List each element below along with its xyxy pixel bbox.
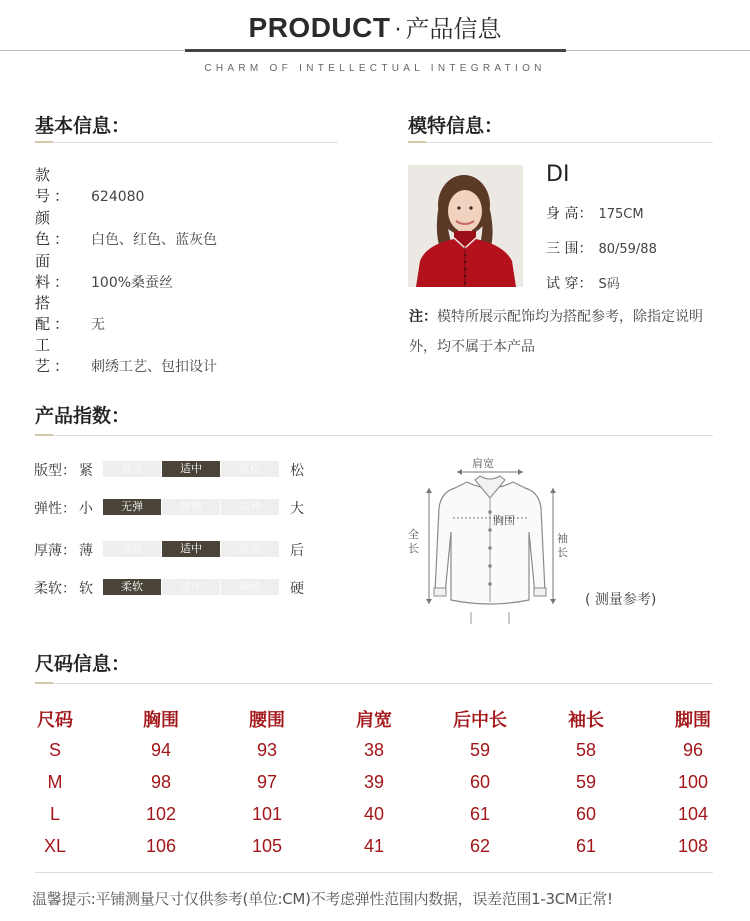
page-title xyxy=(0,10,750,49)
index-option: 高弹 xyxy=(221,499,279,515)
model-info-accent xyxy=(408,141,426,143)
model-note-key: 注： xyxy=(409,309,437,325)
basic-row-color xyxy=(35,207,217,249)
size-cell: 59 xyxy=(575,772,597,792)
diagram-caption: ( 测量参考) xyxy=(585,592,657,608)
basic-row-style-no xyxy=(35,164,144,206)
index-option: 薄款 xyxy=(103,541,161,557)
product-index-divider xyxy=(35,435,713,436)
size-cell: 41 xyxy=(363,836,385,856)
size-cell: 94 xyxy=(150,740,172,760)
basic-row-fabric xyxy=(35,250,173,292)
header-rule-accent xyxy=(185,49,566,52)
index-option-selected: 适中 xyxy=(162,541,220,557)
index-label-fit: 版型： xyxy=(34,463,76,479)
basic-row-matching xyxy=(35,292,105,334)
size-cell: 62 xyxy=(469,836,491,856)
model-photo xyxy=(408,165,523,287)
size-cell: 101 xyxy=(251,804,283,824)
diagram-shoulder-label: 肩宽 xyxy=(472,457,494,470)
size-table-bottom-divider xyxy=(35,872,713,873)
model-info-divider xyxy=(408,142,713,143)
diagram-length-label: 全长 xyxy=(408,528,419,555)
index-right-elasticity: 大 xyxy=(290,501,304,517)
index-left-thickness: 薄 xyxy=(79,543,93,559)
size-header: 腰围 xyxy=(249,710,285,731)
index-left-softness: 软 xyxy=(79,581,93,597)
model-name: DI xyxy=(546,162,570,187)
basic-info-divider xyxy=(35,142,338,143)
size-cell: S xyxy=(48,740,61,760)
size-info-accent xyxy=(35,682,53,684)
size-cell: XL xyxy=(43,836,67,856)
basic-row-value: 白色、红色、蓝灰色 xyxy=(91,232,217,248)
page-title-cn: 产品信息 xyxy=(405,15,502,43)
model-row-value: S码 xyxy=(598,277,620,292)
size-info-divider xyxy=(35,683,713,684)
page-subtitle: CHARM OF INTELLECTUAL INTEGRATION xyxy=(204,63,546,74)
size-cell: 108 xyxy=(677,836,709,856)
model-row-height xyxy=(546,203,644,223)
index-label-softness: 柔软： xyxy=(34,581,76,597)
basic-row-craft xyxy=(35,334,217,376)
index-left-fit: 紧 xyxy=(79,463,93,479)
model-photo-illustration xyxy=(408,165,523,287)
page-title-dot: · xyxy=(394,18,402,43)
basic-row-key: 搭 配： xyxy=(35,294,74,333)
size-cell: 60 xyxy=(469,772,491,792)
index-label-thickness: 厚薄： xyxy=(34,543,76,559)
index-option: 微弹 xyxy=(162,499,220,515)
index-option: 厚款 xyxy=(221,541,279,557)
diagram-chest-label: 胸围 xyxy=(493,514,515,527)
size-cell: 97 xyxy=(256,772,278,792)
model-info-title: 模特信息： xyxy=(408,115,504,137)
size-header: 肩宽 xyxy=(356,710,392,731)
basic-row-value: 624080 xyxy=(91,189,145,205)
size-cell: 96 xyxy=(682,740,704,760)
index-option-selected: 柔软 xyxy=(103,579,161,595)
index-left-elasticity: 小 xyxy=(79,501,93,517)
index-option: 适中 xyxy=(162,579,220,595)
model-row-measurements xyxy=(546,238,657,258)
index-option: 宽松 xyxy=(221,461,279,477)
product-index-accent xyxy=(35,434,53,436)
index-right-softness: 硬 xyxy=(290,581,304,597)
basic-row-key: 面 料： xyxy=(35,252,74,291)
size-cell: M xyxy=(47,772,63,792)
size-cell: 59 xyxy=(469,740,491,760)
product-index-title: 产品指数： xyxy=(35,405,131,427)
size-cell: 61 xyxy=(575,836,597,856)
basic-info-title: 基本信息： xyxy=(35,115,131,137)
size-cell: 61 xyxy=(469,804,491,824)
size-cell: 102 xyxy=(145,804,177,824)
model-row-key: 试 穿： xyxy=(546,276,593,292)
page-title-en: PRODUCT xyxy=(248,12,391,43)
index-option-selected: 适中 xyxy=(162,461,220,477)
basic-row-value: 100%桑蚕丝 xyxy=(91,275,174,291)
size-header: 脚围 xyxy=(675,710,711,731)
size-header: 袖长 xyxy=(568,710,604,731)
basic-info-accent xyxy=(35,141,53,143)
size-cell: 60 xyxy=(575,804,597,824)
size-tip: 温馨提示:平铺测量尺寸仅供参考(单位:CM)不考虑弹性范围内数据，误差范围1-3CM正常! xyxy=(32,890,613,908)
size-cell: 58 xyxy=(575,740,597,760)
index-right-thickness: 后 xyxy=(290,543,304,559)
size-cell: 100 xyxy=(677,772,709,792)
size-cell: 40 xyxy=(363,804,385,824)
model-row-value: 175CM xyxy=(598,207,644,222)
basic-row-key: 颜 色： xyxy=(35,209,74,248)
size-info-title: 尺码信息： xyxy=(35,653,131,675)
size-header: 胸围 xyxy=(143,710,179,731)
size-cell: L xyxy=(49,804,60,824)
size-cell: 38 xyxy=(363,740,385,760)
index-option: 修身 xyxy=(103,461,161,477)
basic-row-key: 工 艺： xyxy=(35,336,74,375)
basic-row-key: 款 号： xyxy=(35,166,74,205)
index-option: 偏硬 xyxy=(221,579,279,595)
basic-row-value: 刺绣工艺、包扣设计 xyxy=(91,359,217,375)
size-cell: 104 xyxy=(677,804,709,824)
index-label-elasticity: 弹性： xyxy=(34,501,76,517)
size-cell: 98 xyxy=(150,772,172,792)
model-row-fitting xyxy=(546,273,620,293)
size-header: 后中长 xyxy=(453,710,507,731)
index-right-fit: 松 xyxy=(290,463,304,479)
size-cell: 106 xyxy=(145,836,177,856)
index-option-selected: 无弹 xyxy=(103,499,161,515)
basic-row-value: 无 xyxy=(91,317,105,333)
diagram-sleeve-label: 袖长 xyxy=(557,532,568,559)
size-cell: 39 xyxy=(363,772,385,792)
model-row-key: 身 高： xyxy=(546,206,593,222)
size-cell: 105 xyxy=(251,836,283,856)
model-row-key: 三 围： xyxy=(546,241,593,257)
size-cell: 93 xyxy=(256,740,278,760)
model-note-text: 模特所展示配饰均为搭配参考，除指定说明外，均不属于本产品 xyxy=(409,309,703,355)
model-row-value: 80/59/88 xyxy=(598,242,657,257)
size-header: 尺码 xyxy=(37,710,73,731)
measurement-diagram xyxy=(405,452,575,632)
model-note xyxy=(409,302,719,362)
